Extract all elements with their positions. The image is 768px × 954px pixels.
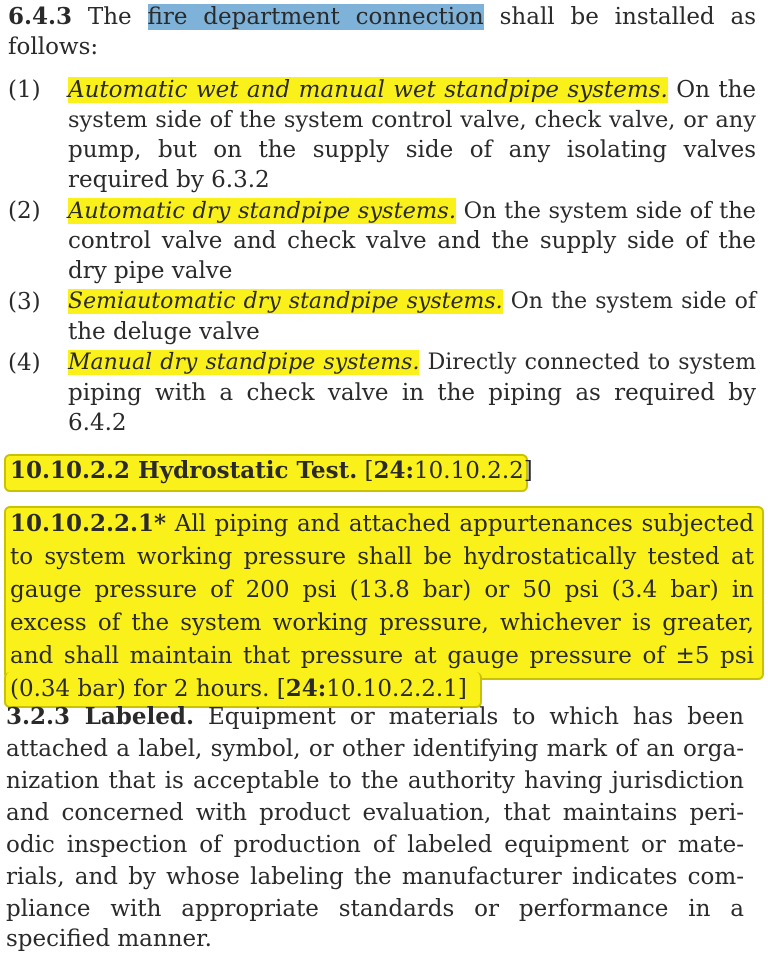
item-title-highlight: Automatic dry standpipe systems.	[68, 198, 456, 224]
list-item-line: Manual dry standpipe systems. Directly connected to system	[68, 350, 757, 375]
list-item-line: control valve and check valve and the supply side of the	[68, 228, 756, 254]
section-643-line2: follows:	[8, 34, 99, 60]
section-643-line1: 6.4.3 The fire department connection shall be installed as	[8, 3, 757, 30]
item-number: (3)	[8, 289, 41, 315]
hydrostatic-test-heading: 10.10.2.2 Hydrostatic Test. [24:10.10.2.2]	[10, 457, 533, 484]
labeled-paragraph-line: specified manner.	[6, 926, 212, 952]
item-title-highlight: Manual dry standpipe systems.	[68, 350, 420, 375]
section-heading: 3.2.3 Labeled.	[6, 703, 194, 730]
section-number: 6.4.3	[8, 3, 73, 30]
labeled-paragraph-line: attached a label, symbol, or other identifying mark of an orga-	[6, 736, 744, 762]
list-item-line: system side of the system control valve, check valve, or any	[68, 107, 756, 133]
paragraph-line: to system working pressure shall be hydrostatically tested at	[10, 544, 754, 570]
list-item-line: Automatic wet and manual wet standpipe systems. On the	[68, 77, 757, 103]
item-title-highlight: Automatic wet and manual wet standpipe systems.	[68, 77, 668, 103]
list-item-line: pump, but on the supply side of any isolating valves	[68, 137, 756, 163]
paragraph-line: and shall maintain that pressure at gauge pressure of ±5 psi	[10, 643, 754, 669]
highlight-fire-department-connection: fire department connection	[147, 4, 484, 30]
item-title-highlight: Semiautomatic dry standpipe systems.	[68, 289, 503, 314]
labeled-paragraph-line: rials, and by whose labeling the manufacturer indicates com-	[6, 864, 744, 890]
list-item-line: required by 6.3.2	[68, 167, 270, 193]
paragraph-line: gauge pressure of 200 psi (13.8 bar) or 50 psi (3.4 bar) in	[10, 577, 754, 603]
paragraph-line: (0.34 bar) for 2 hours. [24:10.10.2.2.1]	[10, 675, 467, 702]
labeled-paragraph-line: 3.2.3 Labeled. Equipment or materials to which has been	[6, 703, 744, 730]
labeled-paragraph-line: nization that is acceptable to the authority having jurisdiction	[6, 768, 744, 794]
list-item-line: dry pipe valve	[68, 258, 233, 284]
labeled-paragraph-line: odic inspection of production of labeled equipment or mate-	[6, 832, 744, 858]
list-item-line: Automatic dry standpipe systems. On the system side of the	[68, 198, 757, 224]
list-item-line: piping with a check valve in the piping as required by	[68, 380, 756, 406]
list-item-line: the deluge valve	[68, 319, 260, 345]
item-number: (1)	[8, 77, 41, 103]
section-number: 10.10.2.2.1*	[10, 510, 167, 537]
list-item-line: Semiautomatic dry standpipe systems. On the system side of	[68, 289, 756, 314]
paragraph-line: excess of the system working pressure, whichever is greater,	[10, 610, 754, 636]
labeled-paragraph-line: pliance with appropriate standards or performance in a	[6, 896, 744, 922]
labeled-paragraph-line: and concerned with product evaluation, that maintains peri-	[6, 800, 744, 826]
item-number: (4)	[8, 350, 41, 376]
item-number: (2)	[8, 198, 41, 224]
list-item-line: 6.4.2	[68, 410, 127, 436]
paragraph-line: 10.10.2.2.1* All piping and attached appurtenances subjected	[10, 510, 754, 537]
